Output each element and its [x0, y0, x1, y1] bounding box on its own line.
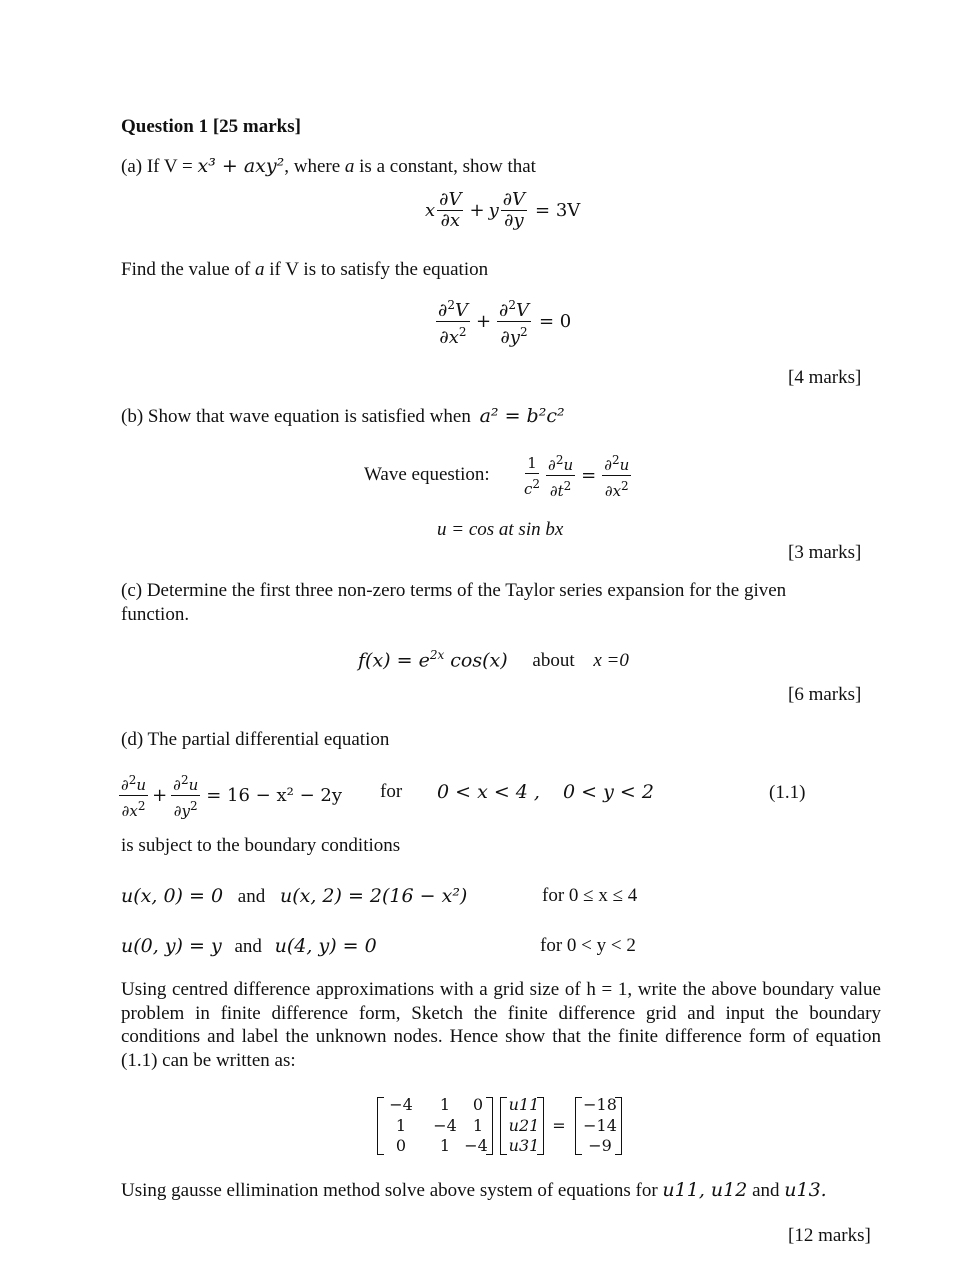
- part-b-intro: [121, 404, 565, 429]
- part-c-intro: (c) Determine the first three non-zero terms of the Taylor series expansion for the given function.: [121, 580, 787, 625]
- rhs-cell: −18: [583, 1095, 617, 1114]
- finite-difference-paragraph: Using centred difference approximations with a grid size of h = 1, write the above boundary value problem in finite difference form, Sketch the finite difference grid and input the boundary conditions and label the unknown nodes. Hence show that the finite difference form of equation (1.1) can be written as:: [121, 979, 881, 1071]
- part-a-find-var: a: [255, 259, 265, 280]
- equation-a2-rhs: = 0: [539, 311, 572, 332]
- rhs-cell: −9: [588, 1136, 612, 1155]
- pde-domain-x: 0 < x < 4 ,: [437, 781, 540, 803]
- unknown-cell: u11: [508, 1095, 540, 1114]
- taylor-func-tail: cos(x): [444, 649, 508, 672]
- taylor-point: x =0: [593, 650, 629, 672]
- part-a-intro-post: is a constant, show that: [354, 156, 536, 177]
- boundary-intro: is subject to the boundary conditions: [121, 835, 401, 856]
- part-d-intro: (d) The partial differential equation: [121, 729, 390, 750]
- part-a-find-post: if V is to satisfy the equation: [264, 259, 489, 280]
- boundary-condition-2: [121, 934, 377, 959]
- pde-for: for: [380, 781, 403, 802]
- equals-sign: =: [552, 1116, 566, 1135]
- matrix-cell: 1: [472, 1116, 484, 1135]
- equation-a1: x $\frac{\partial V}{\partial x}$ + y $\frac{\partial V}{\partial y}$ = 3V: [425, 189, 581, 231]
- matrix-cell: 0: [395, 1136, 407, 1155]
- rhs-cell: −14: [583, 1116, 617, 1135]
- matrix-cell: 1: [439, 1095, 451, 1114]
- wave-label: Wave equestion:: [364, 464, 490, 485]
- taylor-func-exp: 2x: [429, 648, 445, 662]
- unknown-cell: u31: [508, 1136, 540, 1155]
- closing-last: u13.: [784, 1179, 827, 1201]
- matrix-cell: −4: [433, 1116, 457, 1135]
- part-a-marks: [4 marks]: [788, 367, 862, 388]
- bc1-b: u(x, 2) = 2(16 − x²): [279, 885, 468, 907]
- part-b-marks: [3 marks]: [788, 542, 862, 563]
- bc2-a: u(0, y) = y: [121, 935, 222, 957]
- part-a-intro-mid: , where: [284, 156, 345, 177]
- taylor-about: about: [532, 650, 575, 672]
- matrix-cell: 0: [472, 1095, 484, 1114]
- part-b-intro-text: (b) Show that wave equation is satisfied when: [121, 406, 471, 427]
- closing-pre: Using gausse ellimination method solve above system of equations for: [121, 1180, 658, 1201]
- taylor-func: f(x) = e: [358, 649, 430, 672]
- closing-instruction: [121, 1178, 827, 1203]
- pde-rhs: = 16 − x² − 2y: [206, 785, 342, 806]
- part-a-expression: x³ + axy²: [197, 155, 285, 177]
- part-a-intro: [121, 154, 536, 179]
- bc2-range: for 0 < y < 2: [540, 935, 636, 956]
- matrix-cell: −4: [389, 1095, 413, 1114]
- unknown-cell: u21: [508, 1116, 540, 1135]
- wave-equation: $\frac{1}{c^2}$ $\frac{\partial^2u}{\partial t^2}$ = $\frac{\partial^2u}{\partial x^2}$: [520, 450, 633, 501]
- closing-vars: u11, u12: [662, 1179, 748, 1201]
- part-b-condition: a² = b²c²: [479, 405, 565, 427]
- closing-and: and: [752, 1180, 780, 1201]
- question-heading: Question 1 [25 marks]: [121, 116, 301, 137]
- matrix-cell: 1: [395, 1116, 407, 1135]
- boundary-condition-1: [121, 884, 467, 909]
- part-a-find-pre: Find the value of: [121, 259, 256, 280]
- pde-equation: $\frac{\partial^2u}{\partial x^2}$ + $\frac{\partial^2u}{\partial y^2}$ = 16 − x² − 2y: [117, 770, 342, 821]
- part-c-marks: [6 marks]: [788, 684, 862, 705]
- bc2-b: u(4, y) = 0: [274, 935, 377, 957]
- bc1-a: u(x, 0) = 0: [121, 885, 224, 907]
- equation-a1-rhs: = 3V: [535, 200, 581, 221]
- u-definition: u = cos at sin bx: [437, 519, 564, 540]
- part-a-var: a: [344, 156, 355, 177]
- matrix-cell: −4: [464, 1136, 488, 1155]
- pde-domain-y: 0 < y < 2: [563, 781, 654, 803]
- equation-a2: $\frac{\partial^2V}{\partial x^2}$ + $\frac{\partial^2V}{\partial y^2}$ = 0: [434, 295, 571, 348]
- bc2-and: and: [234, 936, 262, 957]
- matrix-cell: 1: [439, 1136, 451, 1155]
- bc1-and: and: [237, 886, 266, 907]
- bc1-range: for 0 ≤ x ≤ 4: [542, 885, 638, 906]
- part-a-find: [121, 258, 488, 282]
- part-d-marks: [12 marks]: [788, 1225, 871, 1246]
- taylor-function: [358, 643, 629, 673]
- equation-label: (1.1): [769, 782, 806, 803]
- part-a-intro-pre: (a) If V =: [121, 156, 198, 177]
